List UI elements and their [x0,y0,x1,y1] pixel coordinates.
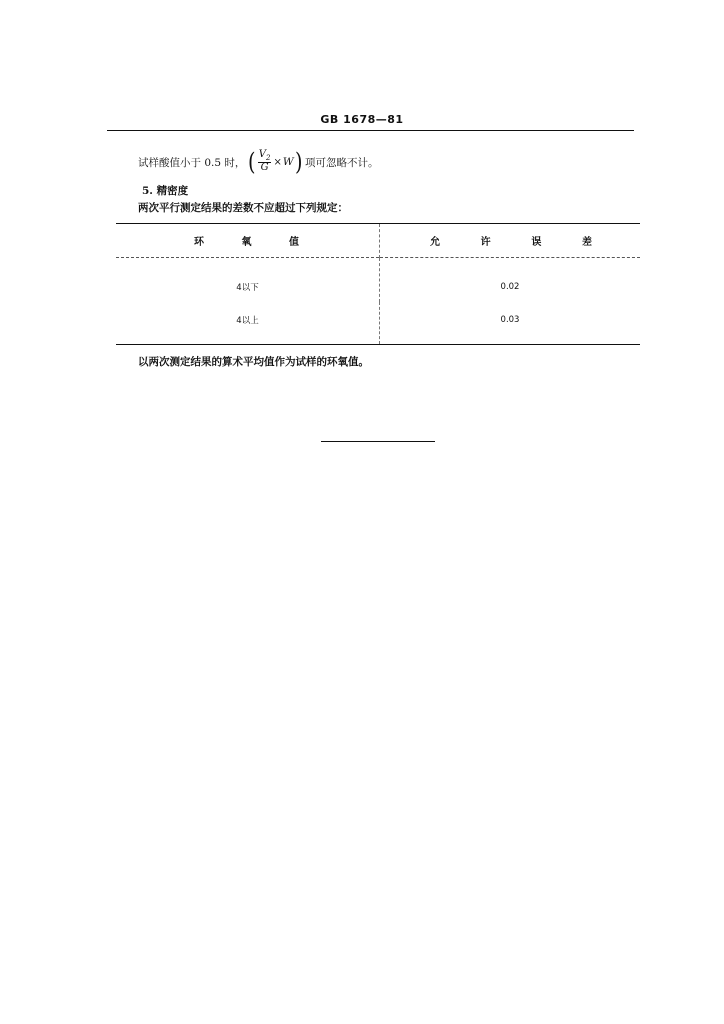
table-row [116,302,640,345]
header-error-char: 允 [430,237,440,248]
formula-numerator [258,150,272,163]
table-row [116,258,640,303]
table-header-row [116,224,640,258]
header-epoxy-char: 值 [289,237,299,248]
formula [247,150,303,174]
cell-epoxy-value: 4以下 [116,258,380,303]
header-epoxy-char: 氧 [241,237,252,248]
formula-denominator: G [260,162,269,174]
formula-operator: × [273,156,282,168]
result-note: 以两次测定结果的算术平均值作为试样的环氧值。 [138,356,369,368]
cell-allowed-error: 0.03 [500,315,520,325]
cell-allowed-error: 0.02 [500,282,520,292]
formula-open-paren: ( [248,148,256,176]
header-rule [107,130,634,131]
header-error-char: 误 [531,237,542,248]
cell-epoxy-value: 4以上 [116,302,380,345]
acid-paragraph-prefix: 试样酸值小于 0.5 时， [138,156,246,169]
header-epoxy-char: 环 [194,237,204,248]
header-allowed-error [380,224,641,258]
section-title: 5. 精密度 [142,185,189,197]
section-intro: 两次平行测定结果的差数不应超过下列规定： [138,202,348,214]
header-error-char: 差 [581,237,592,248]
header-epoxy-value [116,224,380,258]
precision-table [116,223,640,345]
acid-value-paragraph [138,150,379,174]
formula-fraction [258,150,272,174]
formula-num-var: V [258,149,266,161]
end-rule [321,441,435,442]
formula-num-sub: 2 [265,154,271,163]
formula-term: W [282,156,294,168]
acid-paragraph-suffix: 项可忽略不计。 [305,156,379,169]
formula-close-paren: ) [294,148,303,176]
header-error-char: 许 [480,237,491,248]
standard-code: GB 1678—81 [320,113,404,126]
